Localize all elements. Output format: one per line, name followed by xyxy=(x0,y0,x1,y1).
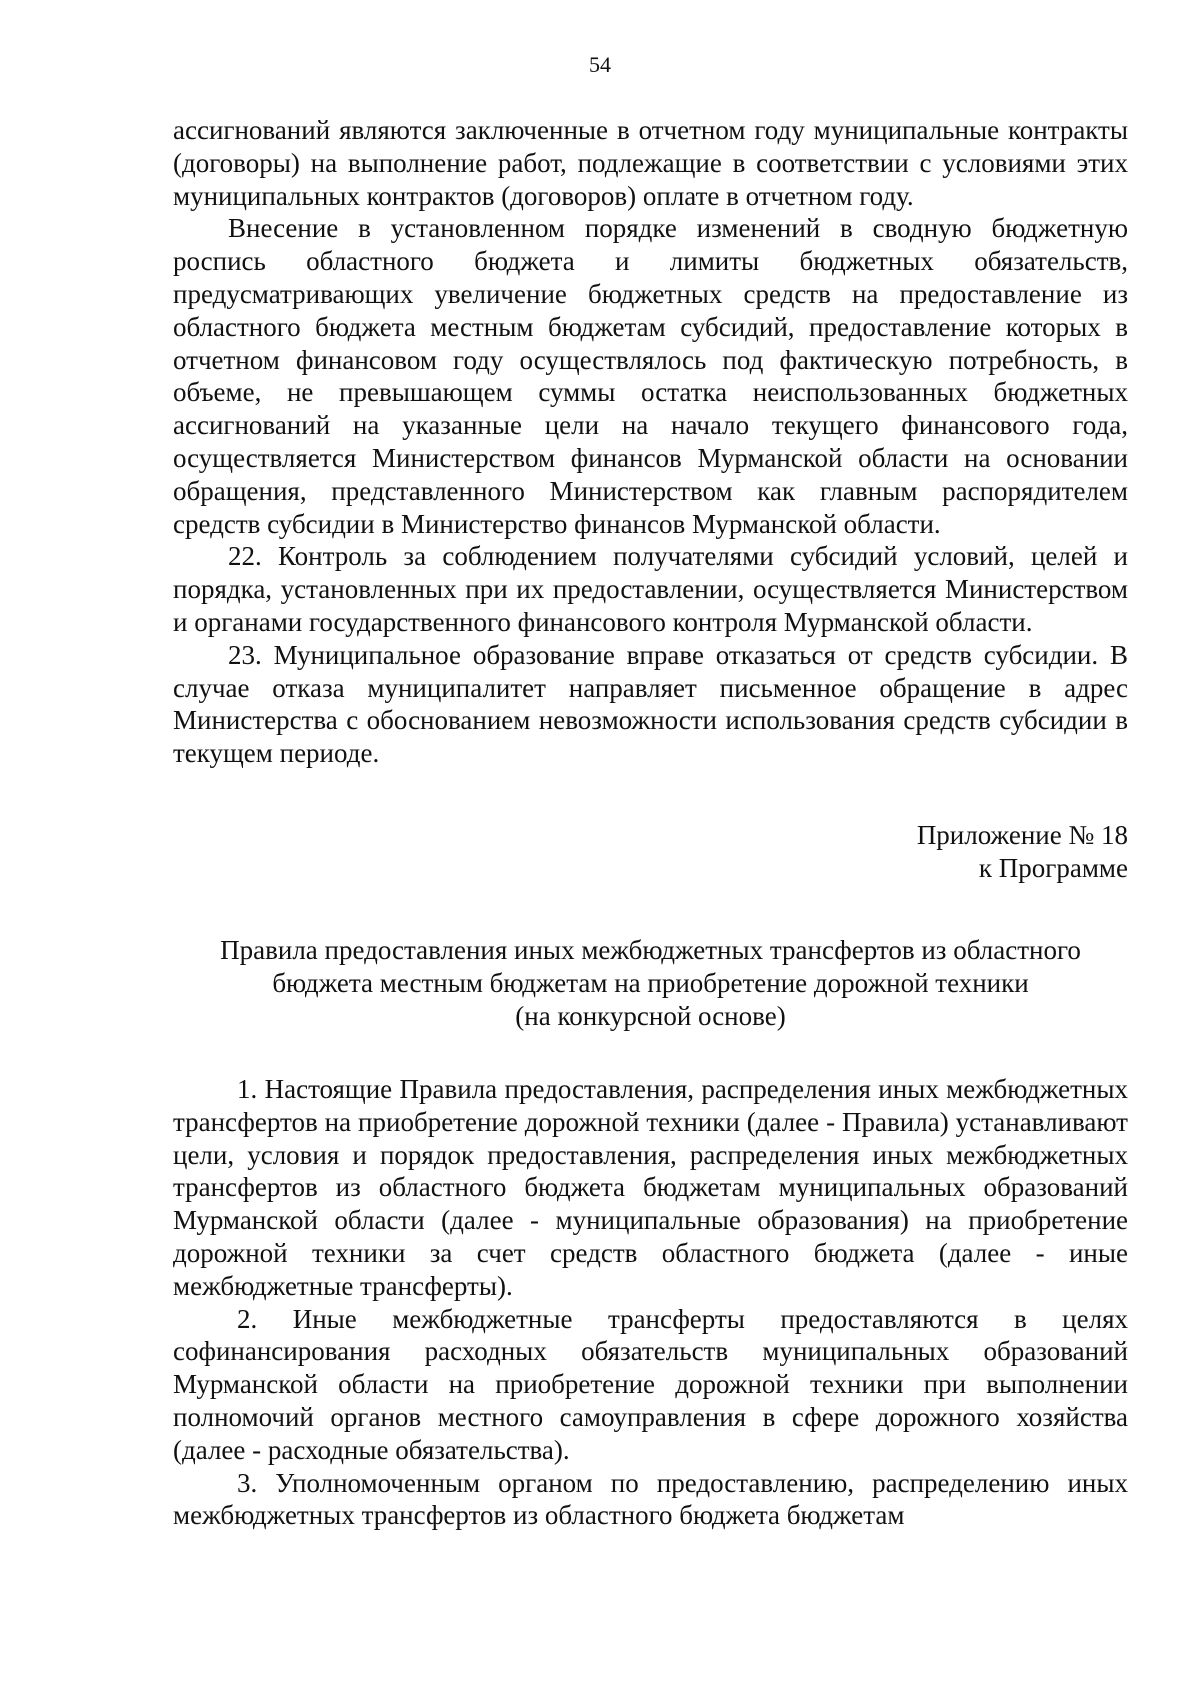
page-number: 54 xyxy=(589,52,611,77)
rules-title-line1: Правила предоставления иных межбюджетных трансфертов из областного xyxy=(220,934,1081,965)
rules-title-line3: (на конкурсной основе) xyxy=(515,1000,786,1031)
rules-paragraph-2: 2. Иные межбюджетные трансферты предоставляются в целях софинансирования расходных обязательств муниципальных образований Мурманской области на приобретение дорожной техники при выполнении полномочий органов местного самоуправления в сфере дорожного хозяйства (далее - расходные обязательства). xyxy=(173,1303,1128,1465)
rules-paragraph-3: 3. Уполномоченным органом по предоставлению, распределению иных межбюджетных трансфертов из областного бюджета бюджетам xyxy=(173,1467,1128,1531)
rules-title xyxy=(143,934,1158,1033)
section-gap xyxy=(173,1033,1128,1073)
annex-number: Приложение № 18 xyxy=(916,819,1128,850)
paragraph-budget-changes: Внесение в установленном порядке изменений в сводную бюджетную роспись областного бюджета и лимиты бюджетных обязательств, предусматривающих увеличение бюджетных средств на предоставление из областного бюджета местным бюджетам субсидий, предоставление которых в отчетном финансовом году осуществлялось под фактическую потребность, в объеме, не превышающем суммы остатка неиспользованных бюджетных ассигнований на указанные цели на начало текущего финансового года, осуществляется Министерством финансов Мурманской области на основании обращения, представленного Министерством как главным распорядителем средств субсидии в Министерство финансов Мурманской области. xyxy=(173,213,1128,539)
paragraph-22-control: 22. Контроль за соблюдением получателями субсидий условий, целей и порядка, установленных при их предоставлении, осуществляется Министерством и органами государственного финансового контроля Мурманской области. xyxy=(173,541,1128,637)
annex-heading xyxy=(173,819,1128,885)
annex-program: к Программе xyxy=(978,852,1128,883)
rules-paragraph-1: 1. Настоящие Правила предоставления, распределения иных межбюджетных трансфертов на приобретение дорожной техники (далее - Правила) устанавливают цели, условия и порядок предоставления, распределения иных межбюджетных трансфертов из областного бюджета бюджетам муниципальных образований Мурманской области (далее - муниципальные образования) на приобретение дорожной техники за счет средств областного бюджета (далее - иные межбюджетные трансферты). xyxy=(173,1073,1128,1301)
document-body xyxy=(173,114,1128,1532)
rules-title-line2: бюджета местным бюджетам на приобретение дорожной техники xyxy=(272,967,1029,998)
paragraph-23-refusal: 23. Муниципальное образование вправе отказаться от средств субсидии. В случае отказа муниципалитет направляет письменное обращение в адрес Министерства с обоснованием невозможности использования средств субсидии в текущем периоде. xyxy=(173,639,1128,769)
paragraph-continuation: ассигнований являются заключенные в отчетном году муниципальные контракты (договоры) на выполнение работ, подлежащие в соответствии с условиями этих муниципальных контрактов (договоров) оплате в отчетном году. xyxy=(173,115,1128,211)
